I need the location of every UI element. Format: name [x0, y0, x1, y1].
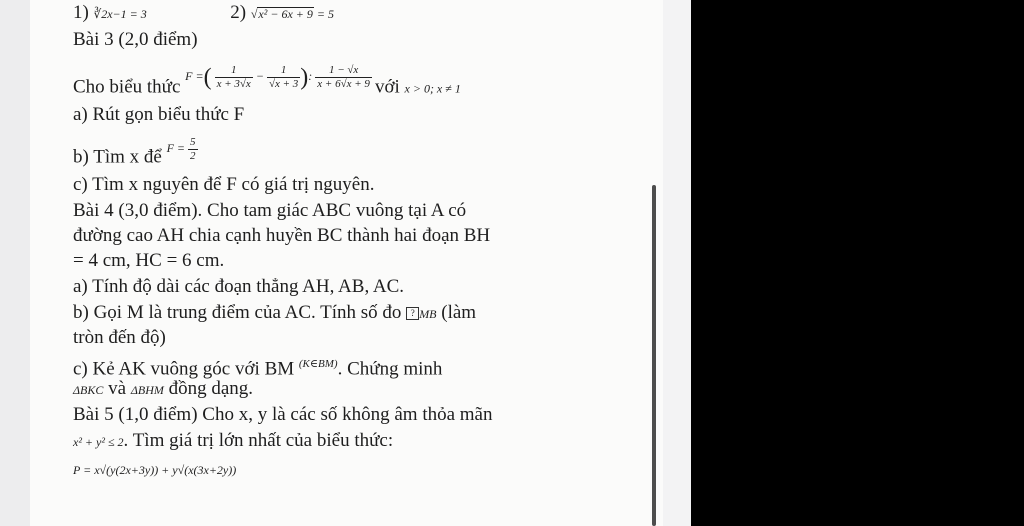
bai4-part-b-2: tròn đến độ) [73, 327, 166, 348]
equations-line: 1) ∛2x−1 = 3 2) √x² − 6x + 9 = 5 [73, 2, 334, 23]
bai4-part-a: a) Tính độ dài các đoạn thẳng AH, AB, AC. [73, 276, 405, 297]
bai4-part-b: b) Gọi M là trung điểm của AC. Tính số đo ? MB (làm [73, 302, 477, 323]
bai4-part-c: c) Kẻ AK vuông góc với BM $^{(K\in BM)}$. Chứng minh [73, 358, 443, 380]
scrollbar[interactable] [652, 185, 656, 526]
bai5-line-1: Bài 5 (1,0 điểm) Cho x, y là các số không âm thỏa mãn [73, 404, 493, 425]
left-margin [0, 0, 30, 526]
bai4-line-3: = 4 cm, HC = 6 cm. [73, 250, 225, 271]
expression-line: Cho biểu thức $^{F =( \frac{1}{x + 3√x} - \frac{1}{√x + 3} ): \frac{1 - √x}{x + 6√x + 9}}$ với x > 0; x ≠ 1 [73, 64, 461, 98]
right-gutter [663, 0, 691, 526]
part-c: c) Tìm x nguyên để F có giá trị nguyên. [73, 174, 375, 195]
equation-2: √x² − 6x + 9 = 5 [250, 7, 334, 21]
f-expression: F =( 1 x + 3√x − 1 √x + 3 ): 1 − √x x + 6√x + 9 [185, 64, 370, 91]
bai4-part-c-2: ΔBKC và ΔBHM đồng dạng. [73, 378, 254, 399]
condition: x > 0; x ≠ 1 [404, 81, 461, 96]
bai5-line-2: x² + y² ≤ 2. Tìm giá trị lớn nhất của biểu thức: [73, 430, 394, 451]
equation-1: ∛2x−1 = 3 [93, 7, 147, 21]
p-expression: P = x√(y(2x+3y)) + y√(x(3x+2y)) [73, 463, 237, 477]
part-a: a) Rút gọn biểu thức F [73, 104, 245, 125]
missing-glyph-icon: ? [406, 307, 419, 320]
bai4-line-1: Bài 4 (3,0 điểm). Cho tam giác ABC vuông tại A có [73, 200, 467, 221]
part-b: b) Tìm x để $^{F = \frac{5}{2}}$ [73, 136, 196, 168]
bai4-line-2: đường cao AH chia cạnh huyền BC thành hai đoạn BH [73, 225, 491, 246]
bai3-title: Bài 3 (2,0 điểm) [73, 29, 198, 50]
